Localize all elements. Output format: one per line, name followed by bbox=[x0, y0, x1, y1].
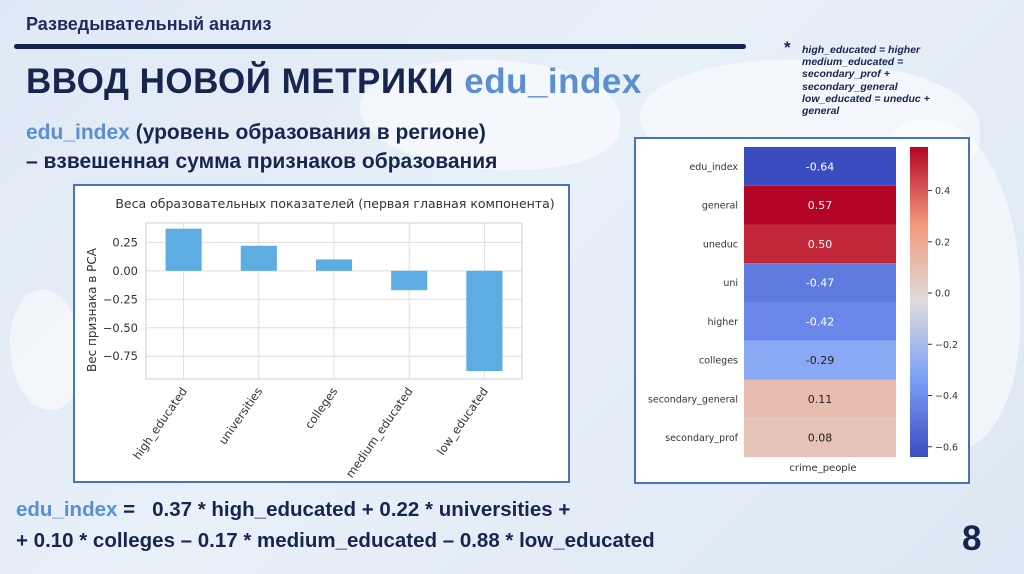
subtitle-line1: (уровень образования в регионе) bbox=[129, 121, 486, 144]
note-line: secondary_prof + bbox=[802, 68, 890, 81]
y-axis-label: Вес признака в PCA bbox=[85, 248, 99, 372]
page-title bbox=[26, 62, 642, 102]
colorbar-tick-label: −0.6 bbox=[935, 442, 959, 454]
y-tick-label: −0.75 bbox=[102, 349, 138, 364]
note-line: low_educated = uneduc + bbox=[802, 92, 930, 105]
heatmap-value: -0.47 bbox=[805, 276, 835, 290]
colorbar-tick-label: −0.4 bbox=[935, 391, 959, 403]
bar-high_educated bbox=[166, 229, 202, 271]
heatmap-value: 0.11 bbox=[807, 392, 833, 406]
title-main: ВВОД НОВОЙ МЕТРИКИ bbox=[26, 62, 465, 101]
chart-title: Веса образовательных показателей (первая главная компонента) bbox=[115, 196, 555, 211]
correlation-heatmap-panel bbox=[634, 137, 970, 484]
heatmap-value: -0.29 bbox=[805, 354, 835, 368]
note-line: medium_educated = bbox=[802, 56, 904, 69]
colorbar-tick-label: 0.0 bbox=[935, 288, 951, 300]
colorbar-tick-label: 0.4 bbox=[935, 186, 951, 198]
heatmap-row-label: secondary_prof bbox=[665, 433, 738, 445]
bar-medium_educated bbox=[391, 271, 427, 290]
heatmap-row-label: general bbox=[701, 200, 738, 212]
map-shape bbox=[10, 290, 80, 410]
heatmap-value: 0.57 bbox=[807, 199, 833, 213]
colorbar-tick-label: −0.2 bbox=[935, 339, 959, 351]
y-tick-label: −0.25 bbox=[102, 292, 138, 307]
title-accent: edu_index bbox=[464, 62, 642, 101]
colorbar bbox=[910, 147, 928, 457]
heatmap-value: 0.50 bbox=[807, 237, 833, 251]
y-tick-label: 0.25 bbox=[112, 235, 138, 250]
x-tick-label: low_educated bbox=[433, 384, 491, 458]
pca-weights-chart bbox=[75, 186, 568, 481]
heatmap-value: -0.64 bbox=[805, 160, 835, 174]
heatmap-x-label: crime_people bbox=[789, 463, 857, 474]
bar-low_educated bbox=[466, 271, 502, 371]
heatmap-value: 0.08 bbox=[807, 431, 833, 445]
note-line: general bbox=[802, 105, 840, 118]
correlation-heatmap bbox=[636, 139, 968, 482]
note-asterisk: * bbox=[784, 38, 791, 57]
heatmap-row-label: edu_index bbox=[689, 161, 738, 173]
section-title: Разведывательный анализ bbox=[26, 14, 272, 34]
heatmap-value: -0.42 bbox=[805, 315, 835, 329]
note-line: secondary_general bbox=[802, 80, 898, 93]
page-number: 8 bbox=[962, 519, 982, 558]
heatmap-row-label: colleges bbox=[699, 355, 738, 367]
header-divider bbox=[14, 44, 746, 49]
y-tick-label: 0.00 bbox=[112, 263, 138, 278]
subtitle-line2: – взвешенная сумма признаков образования bbox=[26, 150, 498, 173]
formula-line1: = 0.37 * high_educated + 0.22 * universities + bbox=[117, 498, 571, 521]
metric-description bbox=[26, 118, 497, 176]
y-tick-label: −0.50 bbox=[102, 320, 138, 335]
note-line: high_educated = higher bbox=[802, 44, 921, 56]
heatmap-row-label: uni bbox=[723, 278, 738, 290]
x-tick-label: medium_educated bbox=[342, 384, 416, 481]
colorbar-tick-label: 0.2 bbox=[935, 237, 951, 249]
x-tick-label: colleges bbox=[301, 384, 341, 432]
bar-colleges bbox=[316, 259, 352, 270]
heatmap-row-label: higher bbox=[707, 316, 738, 328]
formula-line2: + 0.10 * colleges – 0.17 * medium_educated – 0.88 * low_educated bbox=[16, 529, 655, 552]
bar-universities bbox=[241, 246, 277, 271]
x-tick-label: high_educated bbox=[129, 384, 191, 463]
heatmap-row-label: secondary_general bbox=[647, 394, 738, 406]
definition-note bbox=[784, 38, 990, 118]
subtitle-accent: edu_index bbox=[26, 121, 130, 144]
formula-accent: edu_index bbox=[16, 498, 118, 521]
x-tick-label: universities bbox=[215, 384, 266, 448]
formula bbox=[16, 494, 655, 556]
heatmap-row-label: uneduc bbox=[702, 239, 738, 251]
pca-weights-chart-panel bbox=[73, 184, 570, 483]
